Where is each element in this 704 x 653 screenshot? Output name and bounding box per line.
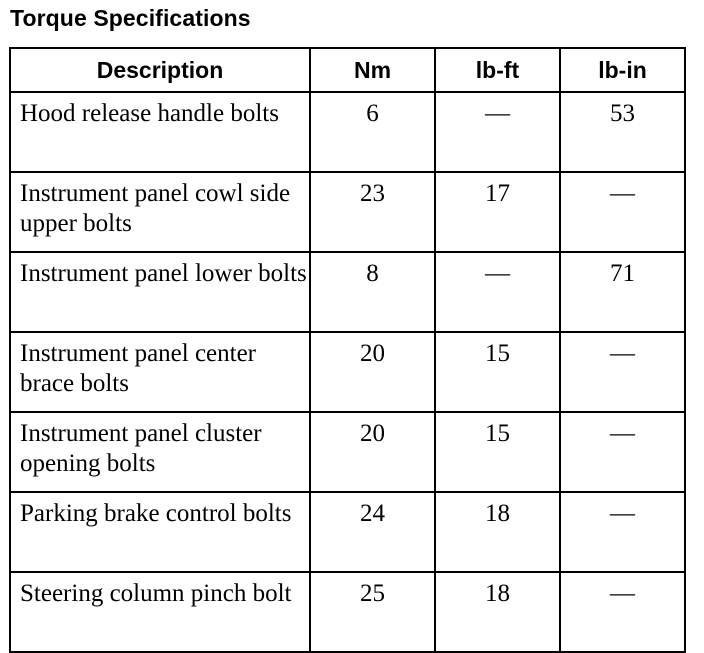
table-row bbox=[10, 172, 685, 252]
cell-nm: 23 bbox=[310, 172, 435, 252]
cell-lbin: — bbox=[560, 412, 685, 492]
cell-lbin: — bbox=[560, 572, 685, 652]
table-row bbox=[10, 412, 685, 492]
cell-lbin: — bbox=[560, 172, 685, 252]
header-lbft: lb-ft bbox=[435, 48, 560, 92]
cell-description: Parking brake control bolts bbox=[10, 492, 310, 572]
cell-description: Steering column pinch bolt bbox=[10, 572, 310, 652]
table-row bbox=[10, 92, 685, 172]
cell-nm: 8 bbox=[310, 252, 435, 332]
table-row bbox=[10, 492, 685, 572]
table-row bbox=[10, 332, 685, 412]
cell-description: Instrument panel lower bolts bbox=[10, 252, 310, 332]
cell-nm: 20 bbox=[310, 412, 435, 492]
cell-lbin: 71 bbox=[560, 252, 685, 332]
cell-lbft: 15 bbox=[435, 412, 560, 492]
header-lbin: lb-in bbox=[560, 48, 685, 92]
cell-lbft: 17 bbox=[435, 172, 560, 252]
header-description: Description bbox=[10, 48, 310, 92]
table-header-row bbox=[10, 48, 685, 92]
header-nm: Nm bbox=[310, 48, 435, 92]
cell-nm: 25 bbox=[310, 572, 435, 652]
cell-lbin: — bbox=[560, 492, 685, 572]
page-title: Torque Specifications bbox=[10, 5, 251, 31]
cell-nm: 20 bbox=[310, 332, 435, 412]
cell-lbft: 18 bbox=[435, 572, 560, 652]
cell-description: Instrument panel cowl side upper bolts bbox=[10, 172, 310, 252]
cell-description: Instrument panel center brace bolts bbox=[10, 332, 310, 412]
torque-spec-table bbox=[9, 47, 686, 653]
table-row bbox=[10, 572, 685, 652]
cell-lbft: — bbox=[435, 92, 560, 172]
cell-lbft: — bbox=[435, 252, 560, 332]
cell-lbft: 18 bbox=[435, 492, 560, 572]
table-row bbox=[10, 252, 685, 332]
cell-lbin: 53 bbox=[560, 92, 685, 172]
cell-nm: 24 bbox=[310, 492, 435, 572]
cell-description: Instrument panel cluster opening bolts bbox=[10, 412, 310, 492]
cell-lbin: — bbox=[560, 332, 685, 412]
cell-description: Hood release handle bolts bbox=[10, 92, 310, 172]
cell-nm: 6 bbox=[310, 92, 435, 172]
cell-lbft: 15 bbox=[435, 332, 560, 412]
